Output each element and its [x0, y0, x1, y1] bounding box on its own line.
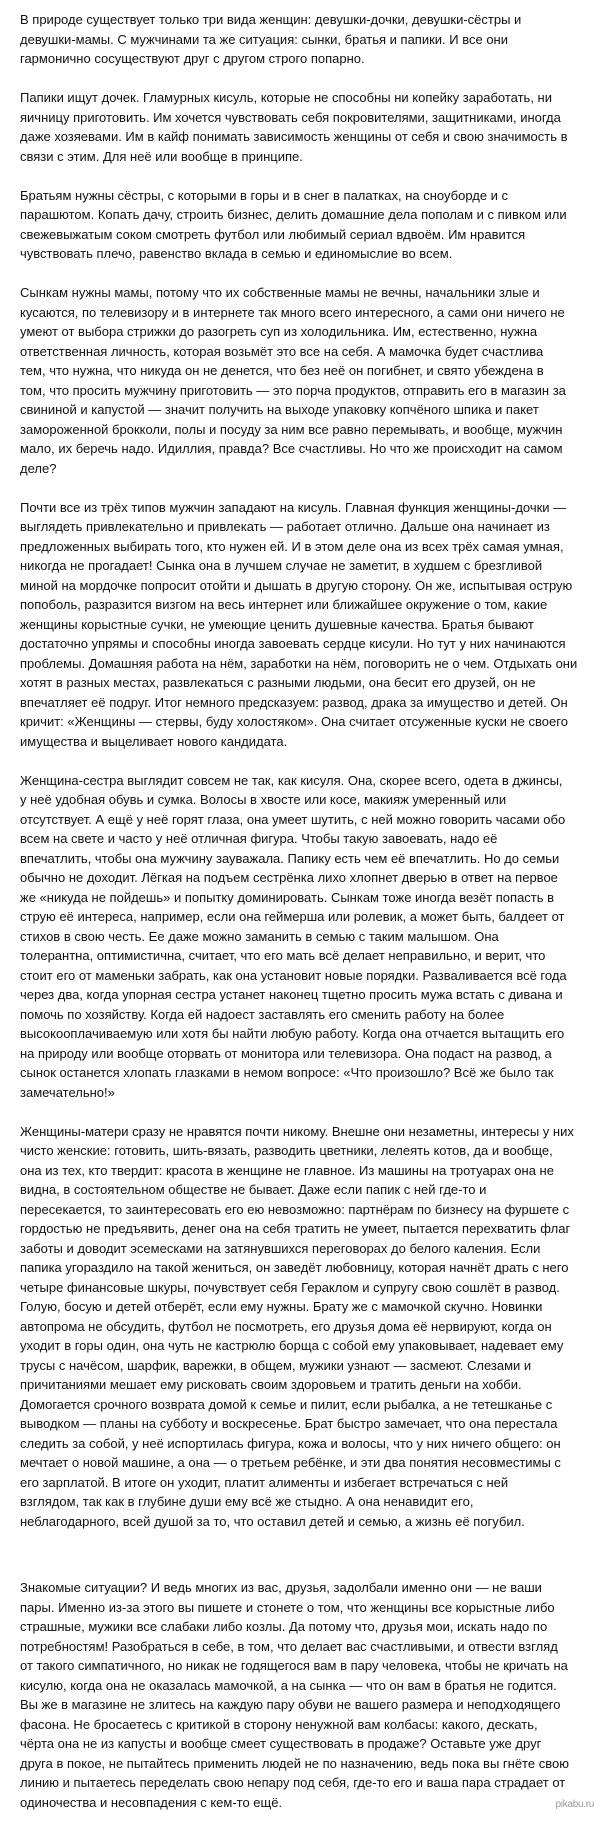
paragraph-materi: Женщины-матери сразу не нравятся почти никому. Внешне они незаметны, интересы у них чисто женские: готовить, шить-вязать, разводить цветники, лелеять котов, да и вообще, она из тех, кто твердит: красота в женщине не главное. Из машины на тротуарах она не видна, в состоятельном обществе не бывает. Даже если папик с ней где-то и пересекается, то заинтересовать его ею невозможно: партнёрам по бизнесу на фуршете с гордостью не предъявить, денег она на себя тратить не умеет, пытается перехватить флаг заботы и доводит эсемесками на затянувшихся переговорах до белого каления. Если папика угораздило на такой жениться, он заведёт любовницу, которая начнёт драть с него четыре финансовые шкуры, почувствует себя Гераклом и супругу свою сошлёт в развод. Голую, босую и детей отберёт, если ему нужны. Брату же с мамочкой скучно. Новинки автопрома не обсудить, футбол не посмотреть, его друзья дома её нервируют, когда он уходит в горы один, она чуть не кастрюлю борща с собой ему упаковывает, надевает ему трусы с начёсом, шарфик, варежки, в общем, мужики узнают — засмеют. Слезами и причитаниями мешает ему рисковать своим здоровьем и тратить деньги на хобби. Домогается срочного возврата домой к семье и пилит, если рыбалка, а не тетешканье с выводком — планы на субботу и воскресенье. Брат быстро замечает, что она перестала следить за собой, у неё испортилась фигура, кожа и волосы, что у них ничего общего: он мечтает о новой машине, а она — о третьем ребёнке, и эти два понятия несовместимы с его зарплатой. В итоге он уходит, платит алименты и избегает встречаться с ней взглядом, так как в глубине души ему всё же стыдно. А она ненавидит его, неблагодарного, всей душой за то, что оставил детей и семью, а жизнь её погубил. [20, 1123, 574, 1529]
paragraph-sestra: Женщина-сестра выглядит совсем не так, как кисуля. Она, скорее всего, одета в джинсы, у неё удобная обувь и сумка. Волосы в хвосте или косе, макияж умеренный или отсутствует. А ещё у неё горят глаза, она умеет шутить, с ней можно говорить часами обо всем на свете и часто у неё отличная фигура. Чтобы такую завоевать, надо её впечатлить, чтобы она мужчину зауважала. Папику есть чем её впечатлить. Но до семьи обычно не доходит. Лёгкая на подъем сестрёнка лихо хлопнет дверью в ответ на первое же «никуда не пойдешь» и попытку доминировать. Сынкам тоже иногда везёт попасть в струю её интереса, например, если она геймерша или ролевик, а может быть, балдеет от стихов в свою честь. Ее даже можно заманить в семью с таким малышом. Она толерантна, оптимистична, считает, что его мать всё делает неправильно, и верит, что стоит его от маменьки забрать, как она установит новые порядки. Разваливается всё года через два, когда упорная сестра устанет наконец тщетно просить мужа встать с дивана и помочь по хозяйству. Когда ей надоест заставлять его сменить работу на более высокооплачиваемую или хотя бы найти любую работу. Когда она отчается вытащить его на природу или вообще оторвать от монитора или телевизора. Она подаст на развод, а сынок останется хлопать глазками в немом вопросе: «Что произошло? Всё же было так замечательно!» [20, 772, 567, 1100]
pikabu-watermark-logo: pikabu.ru [555, 1799, 594, 1810]
paragraph-conclusion: Знакомые ситуации? И ведь многих из вас, друзья, задолбали именно они — не ваши пары. Именно из-за этого вы пишете и стонете о том, что женщины все корыстные либо страшные, мужики все слабаки либо козлы. Да потому что, друзья мои, искать надо по потребностям! Разобраться в себе, в том, что делает вас счастливыми, и отвести взгляд от такого симпатичного, но никак не годящегося вам в пару человека, чтобы не кричать на кисулю, когда она не оказалась мамочкой, а на сынка — что он вам в братья не годится. Вы же в магазине не злитесь на каждую пару обуви не вашего размера и неподходящего фасона. Не бросаетесь с критикой в сторону ненужной вам колбасы: какого, дескать, чёрта она не из капусты и вообще смеет существовать в продаже? Оставьте уже друг друга в покое, не пытайтесь применить людей не по назначению, ведь пока вы гнёте свою линию и пытаетесь переделать свою непару под себя, где-то его и ваша пара страдает от одиночества и несовпадения с кем-то ещё. [20, 1580, 569, 1810]
paragraph-papiki: Папики ищут дочек. Гламурных кисуль, которые не способны ни копейку заработать, ни яичницу приготовить. Им хочется чувствовать себя покровителями, защитниками, иногда даже хозяевами. Им в кайф понимать зависимость женщины от себя и свою значимость в связи с этим. Для неё или вообще в принципе. [20, 90, 568, 164]
paragraph-bratya: Братьям нужны сёстры, с которыми в горы и в снег в палатках, на сноуборде и с парашютом. Копать дачу, строить бизнес, делить домашние дела пополам и с пивком или свежевыжатым соком смотреть футбол или любимый сериал вдвоём. Им нравится чувствовать плечо, равенство вклада в семью и единомыслие во всем. [20, 187, 567, 261]
article-text [20, 10, 590, 1832]
paragraph-synki: Сынкам нужны мамы, потому что их собственные мамы не вечны, начальники злые и кусаются, по телевизору и в интернете так много всего интересного, а сами они ничего не умеют от выбора стрижки до разогреть суп из холодильника. Им, естественно, нужна ответственная личность, которая возьмёт это все на себя. А мамочка будет счастлива тем, что нужна, что никуда он не денется, что без неё он погибнет, и свято убеждена в том, что просить мужчину приготовить — это порча продуктов, отправить его в магазин за свининой и капустой — значит получить на выходе упаковку копчёного шпика и пакет замороженной брокколи, полы и посуду за ним все равно перемывать, и вообще, мужчин мало, их беречь надо. Идиллия, правда? Все счастливы. Но что же происходит на самом деле? [20, 285, 566, 476]
paragraph-kisuli: Почти все из трёх типов мужчин западают на кисуль. Главная функция женщины-дочки — выглядеть привлекательно и привлекать — работает отлично. Дальше она начинает из предложенных выбирать того, кто нужен ей. И в этом деле она из всех трёх самая умная, никогда не прогадает! Сынка она в лучшем случае не заметит, в худшем с брезгливой миной на мордочке попросит отойти и дышать в другую сторону. Он же, испытывая острую попоболь, разразится визгом на весь интернет или ближайшее окружение о том, какие женщины корыстные сучки, не умеющие ценить душевные качества. Братья бывают достаточно упрямы и способны иногда завоевать сердце кисули. Но тут у них начинаются проблемы. Домашняя работа на нём, заработки на нём, поговорить не о чем. Отдыхать они хотят в разных местах, развлекаться с разными людьми, она бесит его друзей, он не впечатляет её подруг. Итог немного предсказуем: развод, драка за имущество и детей. Он кричит: «Женщины — стервы, буду холостяком». Она считает отсуженные куски не своего имущества и выцеливает нового кандидата. [20, 499, 578, 749]
paragraph-intro: В природе существует только три вида женщин: девушки-дочки, девушки-сёстры и девушки-мамы. С мужчинами та же ситуация: сынки, братья и папики. И все они гармонично сосуществуют друг с другом строго попарно. [20, 12, 522, 66]
